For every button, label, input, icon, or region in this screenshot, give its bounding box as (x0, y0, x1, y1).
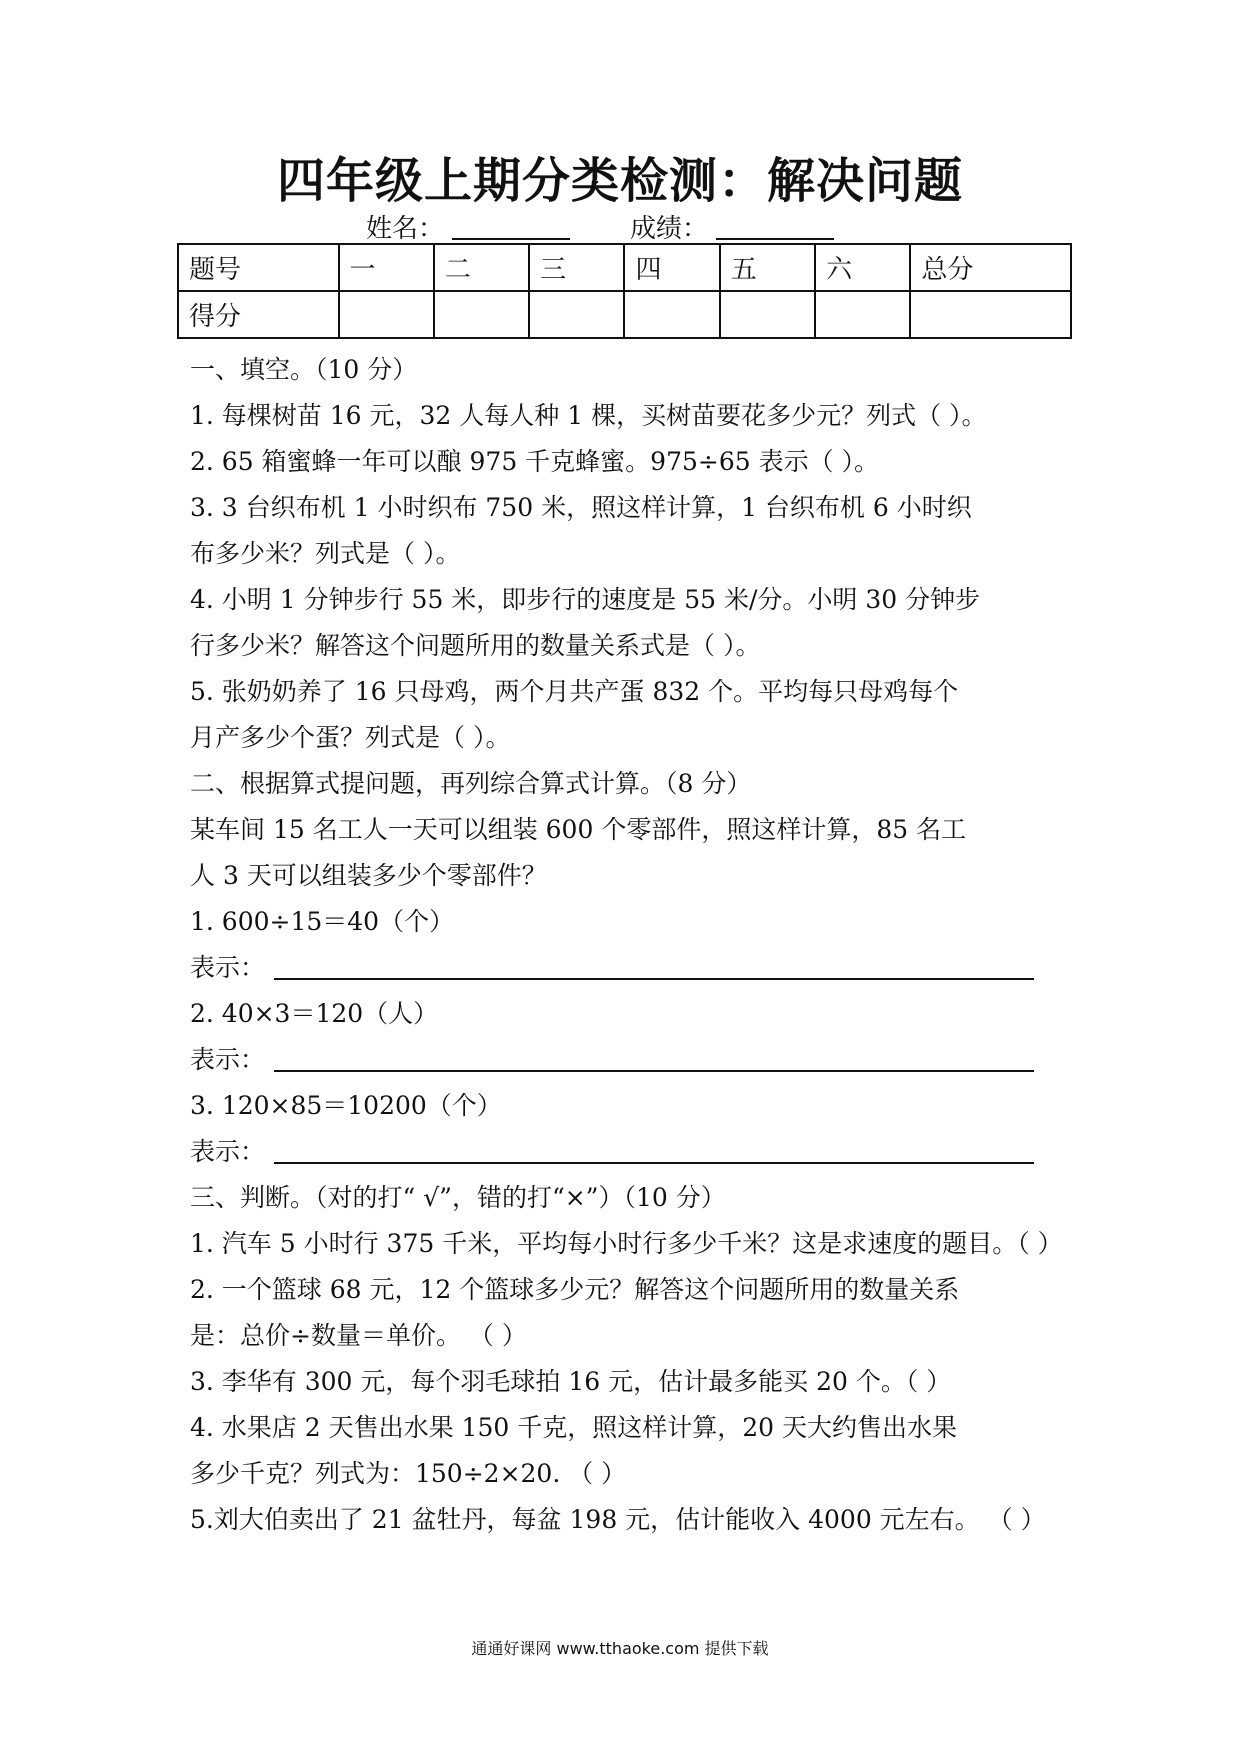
answer-line[interactable] (274, 978, 1034, 980)
score-cell[interactable] (529, 291, 624, 338)
score-table-header-row (178, 244, 1071, 291)
question-text: 行多少米？解答这个问题所用的数量关系式是（ ）。 (190, 631, 761, 660)
problem-stem: 人 3 天可以组装多少个零部件？ (190, 861, 547, 890)
score-cell[interactable] (434, 291, 529, 338)
score-table-score-row (178, 291, 1071, 338)
question-text: 是：总价÷数量＝单价。 （ ） (190, 1321, 527, 1350)
question-text: 2. 65 箱蜜蜂一年可以酿 975 千克蜂蜜。975÷65 表示（ ）。 (190, 447, 880, 476)
question-text: 3. 李华有 300 元，每个羽毛球拍 16 元，估计最多能买 20 个。（ ） (190, 1367, 952, 1396)
question-text: 4. 水果店 2 天售出水果 150 千克，照这样计算，20 天大约售出水果 (190, 1413, 957, 1442)
page-title: 四年级上期分类检测：解决问题 (276, 153, 963, 209)
table-cell: 题号 (178, 244, 339, 291)
footer-text: 通通好课网 www.tthaoke.com 提供下载 (471, 1639, 769, 1658)
table-cell: 一 (339, 244, 434, 291)
score-blank[interactable] (716, 238, 834, 240)
answer-line[interactable] (274, 1070, 1034, 1072)
table-cell: 得分 (178, 291, 339, 338)
question-text: 2. 一个篮球 68 元，12 个篮球多少元？解答这个问题所用的数量关系 (190, 1275, 960, 1304)
name-label: 姓名： (366, 214, 445, 244)
name-blank[interactable] (452, 238, 570, 240)
formula-text: 2. 40×3＝120（人） (190, 999, 439, 1028)
question-text: 月产多少个蛋？列式是（ ）。 (190, 723, 511, 752)
score-cell[interactable] (339, 291, 434, 338)
score-cell[interactable] (720, 291, 815, 338)
score-cell[interactable] (910, 291, 1071, 338)
question-text: 多少千克？列式为：150÷2×20. （ ） (190, 1459, 627, 1488)
score-table (177, 243, 1072, 339)
formula-text: 3. 120×85＝10200（个） (190, 1091, 502, 1120)
answer-label: 表示： (190, 953, 266, 982)
table-cell: 五 (720, 244, 815, 291)
table-cell: 三 (529, 244, 624, 291)
answer-label: 表示： (190, 1137, 266, 1166)
question-text: 布多少米？列式是（ ）。 (190, 539, 461, 568)
table-cell: 总分 (910, 244, 1071, 291)
table-cell: 二 (434, 244, 529, 291)
answer-label: 表示： (190, 1045, 266, 1074)
problem-stem: 某车间 15 名工人一天可以组装 600 个零部件，照这样计算，85 名工 (190, 815, 967, 844)
section-heading: 一、填空。（10 分） (190, 355, 418, 384)
table-cell: 四 (624, 244, 719, 291)
question-text: 5. 张奶奶养了 16 只母鸡，两个月共产蛋 832 个。平均每只母鸡每个 (190, 677, 959, 706)
score-cell[interactable] (624, 291, 719, 338)
question-text: 3. 3 台织布机 1 小时织布 750 米，照这样计算，1 台织布机 6 小时织 (190, 493, 972, 522)
question-text: 4. 小明 1 分钟步行 55 米，即步行的速度是 55 米/分。小明 30 分钟步 (190, 585, 981, 614)
score-label: 成绩： (630, 214, 709, 244)
table-cell: 六 (815, 244, 910, 291)
question-text: 1. 每棵树苗 16 元，32 人每人种 1 棵，买树苗要花多少元？列式（ ）。 (190, 401, 987, 430)
formula-text: 1. 600÷15＝40（个） (190, 907, 455, 936)
question-text: 1. 汽车 5 小时行 375 千米，平均每小时行多少千米？这是求速度的题目。（ ） (190, 1229, 1063, 1258)
section-heading: 二、根据算式提问题，再列综合算式计算。（8 分） (190, 769, 752, 798)
question-text: 5.刘大伯卖出了 21 盆牡丹，每盆 198 元，估计能收入 4000 元左右。 （ ） (190, 1505, 1046, 1534)
score-cell[interactable] (815, 291, 910, 338)
answer-line[interactable] (274, 1162, 1034, 1164)
section-heading: 三、判断。（对的打“ √”，错的打“×”）（10 分） (190, 1183, 726, 1212)
